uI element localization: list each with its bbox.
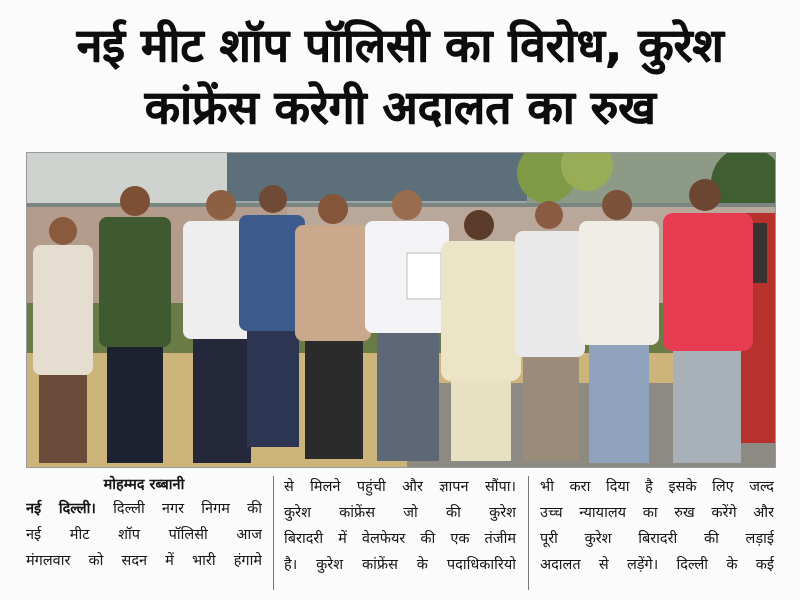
column-divider	[528, 476, 529, 590]
article-body	[26, 474, 774, 594]
headline-line-2: कांफ्रेंस करेगी अदालत का रुख	[144, 80, 656, 134]
article-column-2	[284, 474, 516, 578]
group-photo-illustration	[27, 153, 775, 467]
article-line: अदालत से लड़ेंगे। दिल्ली के कई	[540, 557, 774, 573]
person-9	[579, 190, 659, 463]
article-line	[26, 496, 262, 522]
article-line: नई मीट शॉप पॉलिसी आज	[26, 527, 262, 543]
article-column-3	[540, 474, 774, 578]
article-line: कुरेश कांफ्रेंस जो की कुरेश	[284, 505, 516, 521]
article-column-1	[26, 474, 262, 574]
person-10	[663, 179, 753, 463]
person-7	[441, 210, 521, 461]
news-photo	[26, 152, 776, 468]
headline-line-1: नई मीट शॉप पॉलिसी का विरोध, कुरेश	[76, 18, 724, 72]
person-1	[33, 217, 93, 463]
article-line-text: दिल्ली नगर निगम की	[95, 501, 262, 517]
article-line: बिरादरी में वेलफेयर की एक तंजीम	[284, 531, 516, 547]
dateline: नई दिल्ली।	[26, 501, 96, 517]
article-line: मंगलवार को सदन में भारी हंगामे	[26, 553, 262, 569]
article-line: भी करा दिया है इसके लिए जल्द	[540, 479, 774, 495]
person-2	[99, 186, 171, 463]
headline	[20, 14, 780, 138]
article-line: है। कुरेश कांफ्रेंस के पदाधिकारियो	[284, 557, 516, 573]
person-6	[365, 190, 449, 461]
article-line: से मिलने पहुंची और ज्ञापन सौंपा।	[284, 479, 516, 495]
byline: मोहम्मद रब्बानी	[103, 477, 185, 493]
person-8	[515, 201, 585, 461]
article-line: पूरी कुरेश बिरादरी की लड़ाई	[540, 531, 774, 547]
column-divider	[273, 476, 274, 590]
person-5	[295, 194, 371, 459]
article-line: उच्च न्यायालय का रुख करेंगे और	[540, 505, 774, 521]
